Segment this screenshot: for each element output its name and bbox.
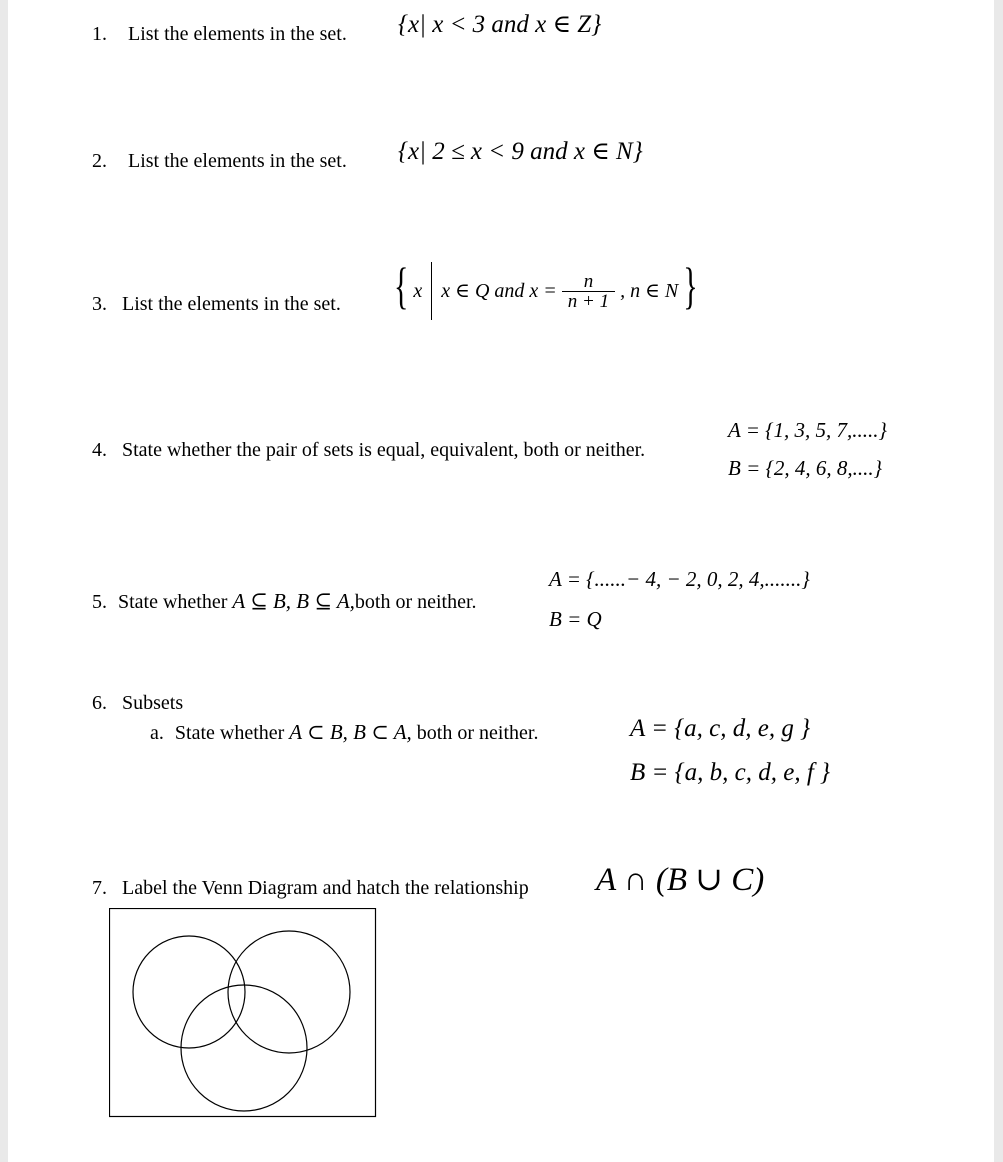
q3-open-brace: { bbox=[394, 257, 409, 314]
q1-number: 1. bbox=[92, 23, 107, 45]
q6-title: Subsets bbox=[122, 692, 184, 714]
q6a-prompt-start: State whether bbox=[174, 722, 285, 744]
q6a-set-b: B = {a, b, c, d, e, f } bbox=[630, 759, 831, 786]
q5-number-text: 5. bbox=[92, 591, 107, 613]
q6-number: 6. bbox=[92, 692, 107, 714]
q6a-relation: A ⊂ B, B ⊂ A, bbox=[289, 720, 412, 744]
venn-diagram[interactable] bbox=[109, 908, 379, 1120]
venn-universe-box bbox=[110, 909, 376, 1117]
q2-math: {x| 2 ≤ x < 9 and x ∈ N} bbox=[398, 138, 643, 165]
q6a-set-a: A = {a, c, d, e, g } bbox=[630, 715, 811, 742]
q3-fraction bbox=[562, 272, 615, 311]
q5-set-b: B = Q bbox=[549, 607, 602, 631]
q3-var-x: x bbox=[413, 280, 423, 302]
q4-number: 4. bbox=[92, 439, 107, 461]
q5-set-a: A = {......− 4, − 2, 0, 2, 4,.......} bbox=[549, 567, 810, 591]
q6a-prompt-end: both or neither. bbox=[416, 722, 539, 744]
q3-prompt: List the elements in the set. bbox=[122, 293, 341, 315]
q7-prompt: Label the Venn Diagram and hatch the relationship bbox=[122, 877, 529, 899]
q5-prompt-end: both or neither. bbox=[354, 591, 477, 613]
q2-number: 2. bbox=[92, 150, 107, 172]
q1-prompt: List the elements in the set. bbox=[128, 23, 347, 45]
q3-bar bbox=[431, 262, 432, 320]
q1-math: {x| x < 3 and x ∈ Z} bbox=[398, 11, 602, 38]
q6a-line bbox=[150, 722, 538, 743]
q6a-letter: a. bbox=[150, 722, 164, 744]
q3-math bbox=[394, 257, 698, 320]
q5-number bbox=[92, 591, 477, 612]
venn-circle-right[interactable] bbox=[228, 931, 350, 1053]
q3-close-brace: } bbox=[683, 257, 698, 314]
q3-number: 3. bbox=[92, 293, 107, 315]
q7-number: 7. bbox=[92, 877, 107, 899]
q2-prompt: List the elements in the set. bbox=[128, 150, 347, 172]
q4-set-b: B = {2, 4, 6, 8,....} bbox=[728, 456, 883, 480]
q3-left: x ∈ Q and x = bbox=[441, 280, 557, 302]
q3-right: , n ∈ N bbox=[620, 280, 679, 302]
q4-set-a: A = {1, 3, 5, 7,.....} bbox=[728, 418, 887, 442]
q3-frac-den: n + 1 bbox=[562, 291, 615, 311]
q5-relation: A ⊆ B, B ⊆ A, bbox=[232, 589, 355, 613]
q5-prompt-start: State whether bbox=[118, 591, 228, 613]
q7-math: A ∩ (B ∪ C) bbox=[596, 862, 765, 898]
worksheet-page bbox=[8, 0, 994, 1162]
q3-frac-num: n bbox=[583, 270, 594, 292]
q4-prompt: State whether the pair of sets is equal, equivalent, both or neither. bbox=[122, 439, 646, 461]
